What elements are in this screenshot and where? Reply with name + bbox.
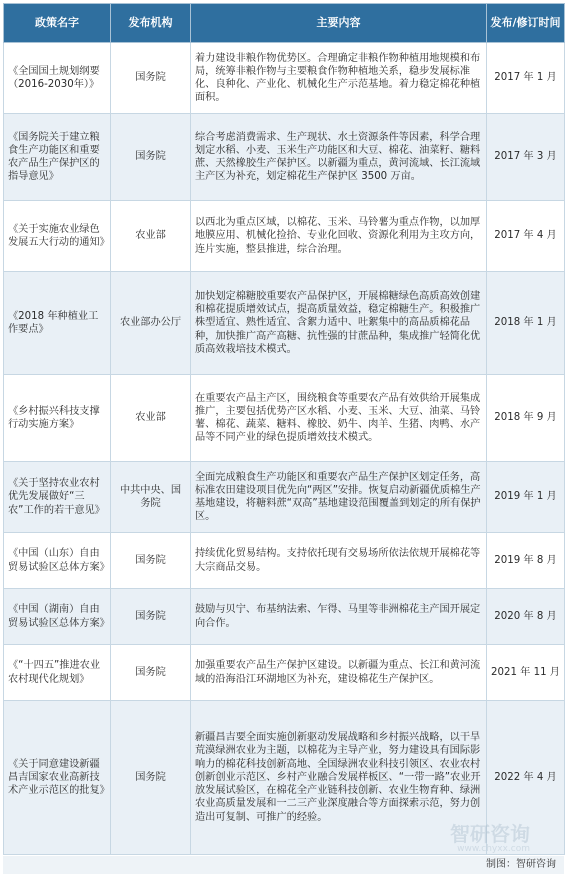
header-issuing-agency: 发布机构 [111,4,191,43]
policy-table [3,3,565,855]
issuing-agency: 国务院 [111,43,191,114]
table-row [4,701,565,855]
policy-name: 《乡村振兴科技支撑行动实施方案》 [4,375,111,462]
main-content: 加强重要农产品生产保护区建设。以新疆为重点、长江和黄河流域的沿海沿江环湖地区为补充，建设棉花生产保护区。 [191,645,487,701]
table-row [4,114,565,201]
header-policy-name: 政策名字 [4,4,111,43]
main-content: 新疆昌吉要全面实施创新驱动发展战略和乡村振兴战略，以干旱荒漠绿洲农业为主题，以棉花为主导产业，努力建设具有国际影响力的棉花科技创新高地、全国绿洲农业科技引领区、农业农村创新创业示范区、乡村产业融合发展样板区、“一带一路”农业开放发展试验区，在棉花全产业链科技创新、农业生物育种、绿洲农业高质量发展和一二三产业深度融合等方面探索示范，努力创造出可复制、可推广的经验。 [191,701,487,855]
table-row [4,462,565,533]
issuing-agency: 农业部 [111,375,191,462]
table-row [4,375,565,462]
table-header-row [4,4,565,43]
policy-name: 《中国（山东）自由贸易试验区总体方案》 [4,533,111,589]
policy-name: 《“十四五”推进农业农村现代化规划》 [4,645,111,701]
table-row [4,645,565,701]
policy-name: 《关于同意建设新疆昌吉国家农业高新技术产业示范区的批复》 [4,701,111,855]
release-date: 2018 年 9 月 [487,375,565,462]
main-content: 综合考虑消费需求、生产现状、水土资源条件等因素，科学合理划定水稻、小麦、玉米生产功能区和大豆、棉花、油菜籽、糖料蔗、天然橡胶生产保护区。以新疆为重点，黄河流域、长江流域主产区为补充，划定棉花生产保护区 3500 万亩。 [191,114,487,201]
policy-name: 《全国国土规划纲要（2016-2030年）》 [4,43,111,114]
main-content: 全面完成粮食生产功能区和重要农产品生产保护区划定任务，高标准农田建设项目优先向“两区”安排。恢复启动新疆优质棉生产基地建设，将糖料蔗“双高”基地建设范围覆盖到划定的所有保护区。 [191,462,487,533]
table-row [4,272,565,375]
policy-name: 《国务院关于建立粮食生产功能区和重要农产品生产保护区的指导意见》 [4,114,111,201]
release-date: 2017 年 3 月 [487,114,565,201]
release-date: 2017 年 1 月 [487,43,565,114]
release-date: 2021 年 11 月 [487,645,565,701]
main-content: 加快划定棉糖胶重要农产品保护区，开展棉糖绿色高质高效创建和棉花提质增效试点，提高质量效益，稳定棉糖生产。积极推广株型适宜、熟性适宜、含絮力适中、吐絮集中的高品质棉花品种，加快推广高产高糖、抗性强的甘蔗品种，集成推广轻简化优质高效栽培技术模式。 [191,272,487,375]
header-main-content: 主要内容 [191,4,487,43]
main-content: 鼓励与贝宁、布基纳法索、乍得、马里等非洲棉花主产国开展定向合作。 [191,589,487,645]
policy-name: 《2018 年种植业工作要点》 [4,272,111,375]
release-date: 2022 年 4 月 [487,701,565,855]
source-footer: 制图：智研咨询 [3,856,564,874]
watermark-url: www.chyxx.com [457,844,530,854]
issuing-agency: 国务院 [111,114,191,201]
issuing-agency: 中共中央、国务院 [111,462,191,533]
header-release-date: 发布/修订时间 [487,4,565,43]
issuing-agency: 国务院 [111,645,191,701]
table-row [4,589,565,645]
watermark-name: 智研咨询 [450,822,530,846]
table-row [4,43,565,114]
policy-name: 《关于坚持农业农村优先发展做好“三农”工作的若干意见》 [4,462,111,533]
release-date: 2019 年 1 月 [487,462,565,533]
release-date: 2018 年 1 月 [487,272,565,375]
issuing-agency: 农业部 [111,201,191,272]
main-content: 在重要农产品主产区，围绕粮食等重要农产品有效供给开展集成推广，主要包括优势产区水稻、小麦、玉米、大豆、油菜、马铃薯、棉花、蔬菜、糖料、橡胶、奶牛、肉羊、生猪、肉鸭、水产品等不同产业的绿色提质增效技术模式。 [191,375,487,462]
main-content: 持续优化贸易结构。支持依托现有交易场所依法依规开展棉花等大宗商品交易。 [191,533,487,589]
release-date: 2020 年 8 月 [487,589,565,645]
policy-name: 《中国（湖南）自由贸易试验区总体方案》 [4,589,111,645]
issuing-agency: 国务院 [111,589,191,645]
issuing-agency: 国务院 [111,701,191,855]
policy-name: 《关于实施农业绿色发展五大行动的通知》 [4,201,111,272]
main-content: 着力建设非粮作物优势区。合理确定非粮作物种植用地规模和布局，统筹非粮作物与主要粮食作物种植地关系，稳步发展标准化、良种化、产业化、机械化生产示范基地。着力稳定棉花种植面积。 [191,43,487,114]
issuing-agency: 农业部办公厅 [111,272,191,375]
main-content: 以西北为重点区域，以棉花、玉米、马铃薯为重点作物，以加厚地膜应用、机械化捡拾、专业化回收、资源化利用为主攻方向，连片实施，整县推进，综合治理。 [191,201,487,272]
release-date: 2017 年 4 月 [487,201,565,272]
table-row [4,201,565,272]
release-date: 2019 年 8 月 [487,533,565,589]
table-row [4,533,565,589]
issuing-agency: 国务院 [111,533,191,589]
